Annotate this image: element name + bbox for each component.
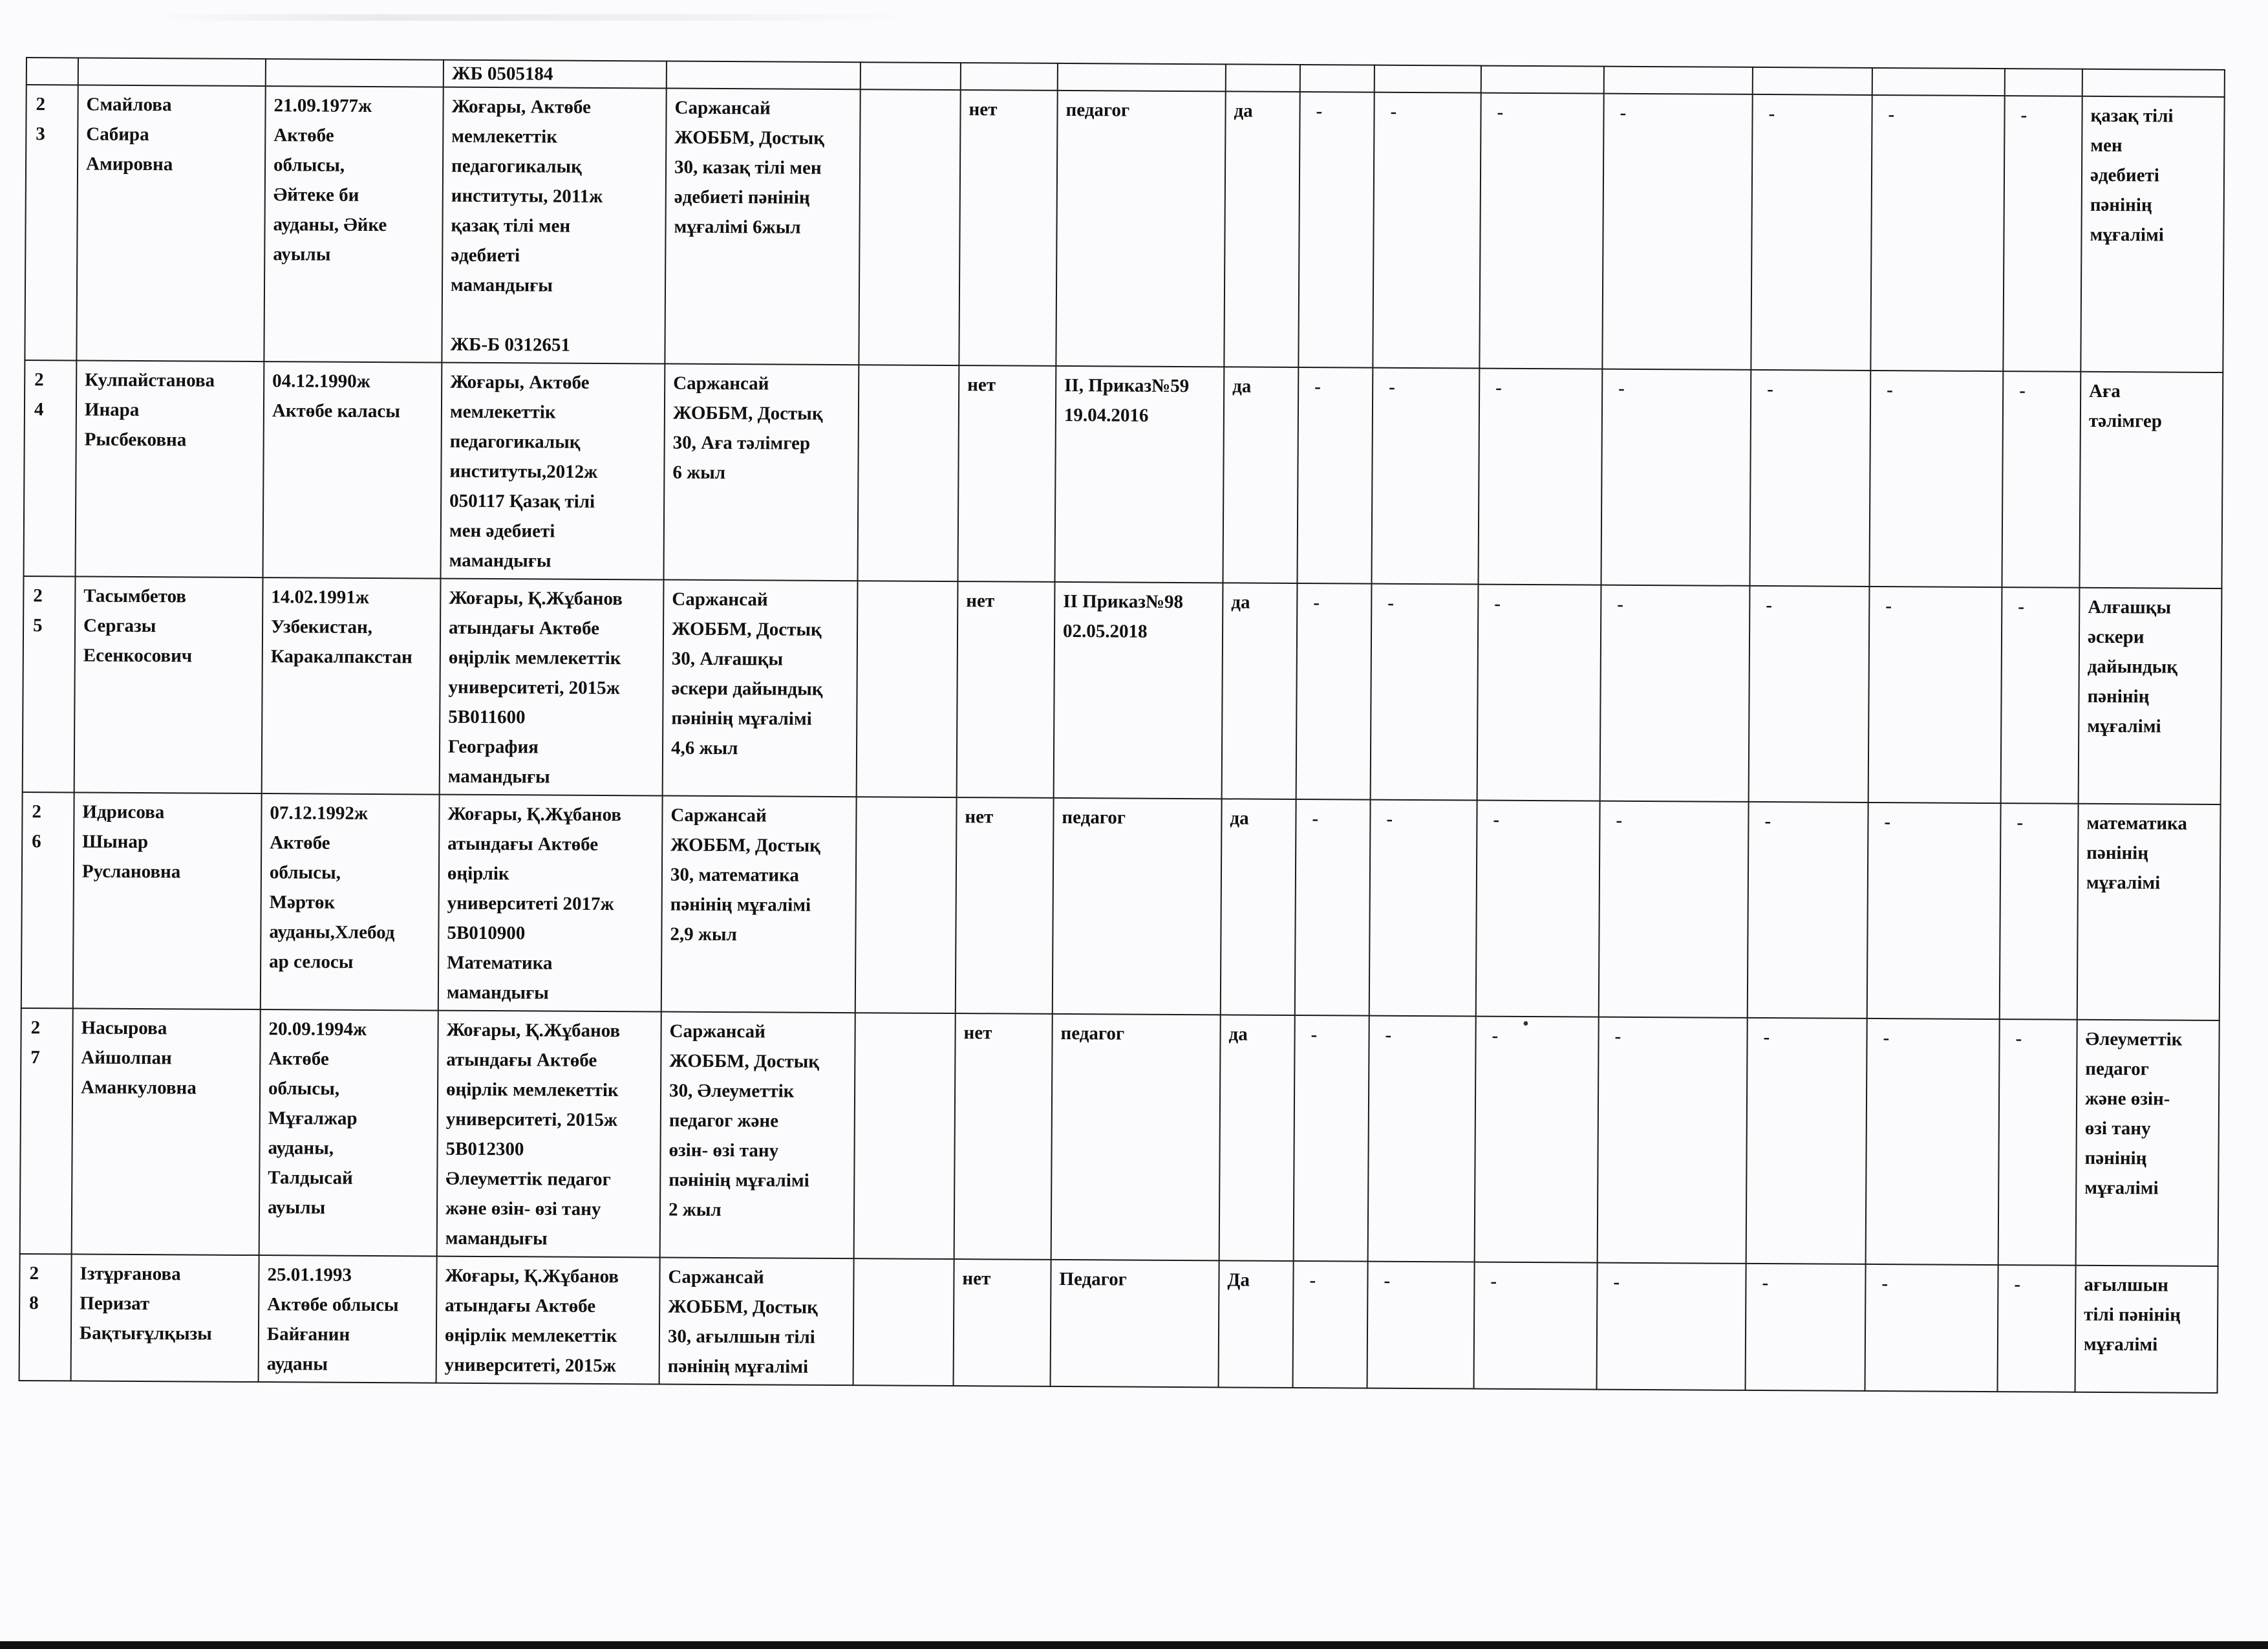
dash-cell: - — [1998, 1265, 2076, 1392]
row-number: 2 3 — [25, 85, 78, 360]
dash-cell: - — [1602, 94, 1752, 370]
dash-cell: - — [1868, 587, 2002, 803]
dash-cell: - — [1870, 95, 2004, 371]
dash-cell: - — [1373, 92, 1481, 369]
dash-cell: - — [1297, 367, 1373, 584]
cell-value: нет — [957, 581, 1055, 798]
category-info: Педагог — [1051, 1260, 1219, 1387]
dash-cell: - — [1601, 369, 1751, 586]
dash-cell: - — [1479, 93, 1603, 369]
dash-cell: - — [1998, 1019, 2077, 1266]
position-info: Аға тәлімгер — [2079, 372, 2223, 588]
dash-cell: - — [1598, 1017, 1748, 1264]
dash-cell: - — [1475, 1017, 1599, 1263]
workplace-info: Саржансай ЖОББМ, Достық 30, Алғашқы әскери дайындық пәнінің мұғалімі 4,6 жыл — [663, 580, 858, 797]
cell-value: нет — [956, 797, 1054, 1014]
dash-cell: - — [2002, 371, 2081, 588]
row-number: 2 7 — [20, 1008, 73, 1254]
blank-cell — [857, 581, 958, 797]
education-info: Жоғары, Қ.Жұбанов атындағы Актөбе өңірлік мемлекеттік университеті, 2015ж 5В012300 Әлеуметтік педагог және өзін- өзі тану мамандығы — [437, 1011, 661, 1258]
document-page — [19, 57, 2224, 1394]
blank-cell — [857, 365, 959, 581]
education-info: Жоғары, Қ.Жұбанов атындағы Актөбе өңірлік мемлекеттік университеті, 2015ж 5В011600 География мамандығы — [440, 579, 664, 796]
teacher-name: Смайлова Сабира Амировна — [76, 85, 265, 361]
birth-info: 25.01.1993 Актөбе облысы Байғанин ауданы — [259, 1255, 437, 1383]
cell-value: нет — [957, 365, 1056, 582]
row-number: 2 5 — [23, 576, 76, 792]
category-info: II Приказ№98 02.05.2018 — [1054, 582, 1223, 799]
dash-cell: - — [1867, 803, 2001, 1019]
workplace-info: Саржансай ЖОББМ, Достық 30, ағылшын тілі пәнінің мұғалімі — [659, 1258, 854, 1386]
workplace-info: Саржансай ЖОББМ, Достық 30, Аға тәлімгер 6 жыл — [663, 364, 859, 581]
teacher-name: Идрисова Шынар Руслановна — [73, 792, 262, 1009]
blank-cell — [853, 1258, 954, 1386]
dash-cell: - — [1749, 586, 1870, 803]
education-info: Жоғары, Актөбе мемлекеттік педагогикалық институты, 2011ж қазақ тілі мен әдебиеті мамандығы ЖБ-Б 0312651 — [442, 87, 666, 364]
position-info: Әлеуметтік педагог және өзін- өзі тану пәнінің мұғалімі — [2076, 1020, 2220, 1266]
dash-cell: - — [1474, 1262, 1598, 1390]
table-row — [20, 1008, 2220, 1266]
birth-info: 14.02.1991ж Узбекистан, Каракалпакстан — [262, 577, 441, 795]
teacher-name: Тасымбетов Сергазы Есенкосович — [74, 576, 263, 793]
dash-cell: - — [1478, 369, 1602, 585]
dash-cell: - — [1294, 1015, 1369, 1262]
cell-value: да — [1221, 799, 1296, 1015]
dash-cell: - — [1600, 585, 1750, 802]
cell-value: нет — [954, 1013, 1053, 1260]
stray-mark: • — [1523, 1014, 1529, 1034]
dash-cell: - — [1371, 584, 1479, 801]
scan-artifact — [149, 14, 925, 21]
teacher-name: Ізтұрғанова Перизат Бақтығұлқызы — [71, 1254, 259, 1382]
category-info: педагог — [1053, 798, 1222, 1015]
cell-value: да — [1222, 583, 1298, 799]
dash-cell: - — [1293, 1261, 1368, 1388]
teacher-name: Насырова Айшолпан Аманкуловна — [72, 1008, 261, 1255]
education-info: Жоғары, Қ.Жұбанов атындағы Актөбе өңірлік мемлекеттік университеті, 2015ж — [436, 1256, 660, 1385]
row-number: 2 6 — [21, 792, 74, 1008]
dash-cell: - — [1368, 1016, 1476, 1262]
dash-cell: - — [1866, 1018, 2000, 1265]
category-info: педагог — [1051, 1014, 1221, 1260]
dash-cell: - — [1298, 92, 1374, 368]
education-info: Жоғары, Актөбе мемлекеттік педагогикалық институты,2012ж 050117 Қазақ тілі мен әдебиеті мамандығы — [441, 363, 665, 580]
dash-cell: - — [1371, 368, 1479, 585]
education-info: Жоғары, Қ.Жұбанов атындағы Актөбе өңірлік университеті 2017ж 5В010900 Математика мамандығы — [438, 795, 663, 1012]
position-info: қазақ тілі мен әдебиеті пәнінің мұғалімі — [2081, 96, 2224, 372]
row-number: 2 4 — [24, 360, 77, 576]
staff-table — [19, 57, 2225, 1394]
table-row — [23, 576, 2222, 804]
birth-info: 21.09.1977ж Актөбе облысы, Әйтеке би ауданы, Әйке ауылы — [264, 86, 443, 363]
blank-cell — [859, 89, 960, 365]
birth-info: 04.12.1990ж Актөбе каласы — [263, 361, 442, 579]
dash-cell: - — [1865, 1264, 1998, 1392]
dash-cell: - — [2001, 587, 2080, 804]
dash-cell: - — [1367, 1262, 1475, 1389]
dash-cell: - — [1295, 799, 1371, 1016]
cell-value: да — [1219, 1015, 1295, 1261]
diploma-number: ЖБ 0505184 — [444, 60, 667, 89]
cell-value: нет — [959, 90, 1057, 366]
dash-cell: - — [1749, 370, 1870, 587]
category-info: II, Приказ№59 19.04.2016 — [1054, 366, 1224, 583]
workplace-info: Саржансай ЖОББМ, Достық 30, Әлеуметтік педагог және өзін- өзі тану пәнінің мұғалімі 2 жыл — [660, 1012, 855, 1259]
blank-cell — [855, 797, 957, 1013]
cell-value: нет — [954, 1259, 1051, 1386]
workplace-info: Саржансай ЖОББМ, Достық 30, казақ тілі мен әдебиеті пәнінің мұғалімі 6жыл — [665, 89, 860, 365]
table-row — [25, 85, 2224, 372]
table-row — [21, 792, 2221, 1020]
dash-cell: - — [2000, 803, 2079, 1020]
dash-cell: - — [1476, 801, 1600, 1017]
dash-cell: - — [2003, 96, 2082, 372]
cell-value: да — [1224, 91, 1300, 367]
dash-cell: - — [1748, 802, 1868, 1018]
dash-cell: - — [1477, 585, 1601, 801]
birth-info: 07.12.1992ж Актөбе облысы, Мәртөк ауданы,Хлебод ар селосы — [261, 793, 440, 1011]
birth-info: 20.09.1994ж Актөбе облысы, Мұғалжар ауданы, Талдысай ауылы — [259, 1009, 438, 1256]
workplace-info: Саржансай ЖОББМ, Достық 30, математика пәнінің мұғалімі 2,9 жыл — [661, 796, 857, 1013]
cell-value: Да — [1219, 1260, 1294, 1388]
category-info: педагог — [1056, 91, 1225, 367]
scan-edge — [0, 1641, 2268, 1649]
blank-cell — [854, 1013, 956, 1259]
dash-cell: - — [1751, 94, 1872, 371]
dash-cell: - — [1296, 583, 1372, 800]
teacher-name: Кулпайстанова Инара Рысбековна — [76, 360, 264, 577]
row-number: 2 8 — [19, 1254, 72, 1381]
table-row — [24, 360, 2223, 588]
dash-cell: - — [1746, 1264, 1866, 1391]
dash-cell: - — [1597, 1263, 1746, 1390]
dash-cell: - — [1746, 1018, 1867, 1264]
dash-cell: - — [1869, 371, 2003, 587]
position-info: Алғашқы әскери дайындық пәнінің мұғалімі — [2079, 588, 2222, 804]
dash-cell: - — [1369, 800, 1477, 1017]
cell-value: да — [1223, 367, 1298, 583]
dash-cell: - — [1599, 801, 1749, 1018]
position-info: ағылшын тілі пәнінің мұғалімі — [2075, 1266, 2218, 1393]
table-row — [19, 1254, 2218, 1393]
position-info: математика пәнінің мұғалімі — [2077, 804, 2221, 1020]
